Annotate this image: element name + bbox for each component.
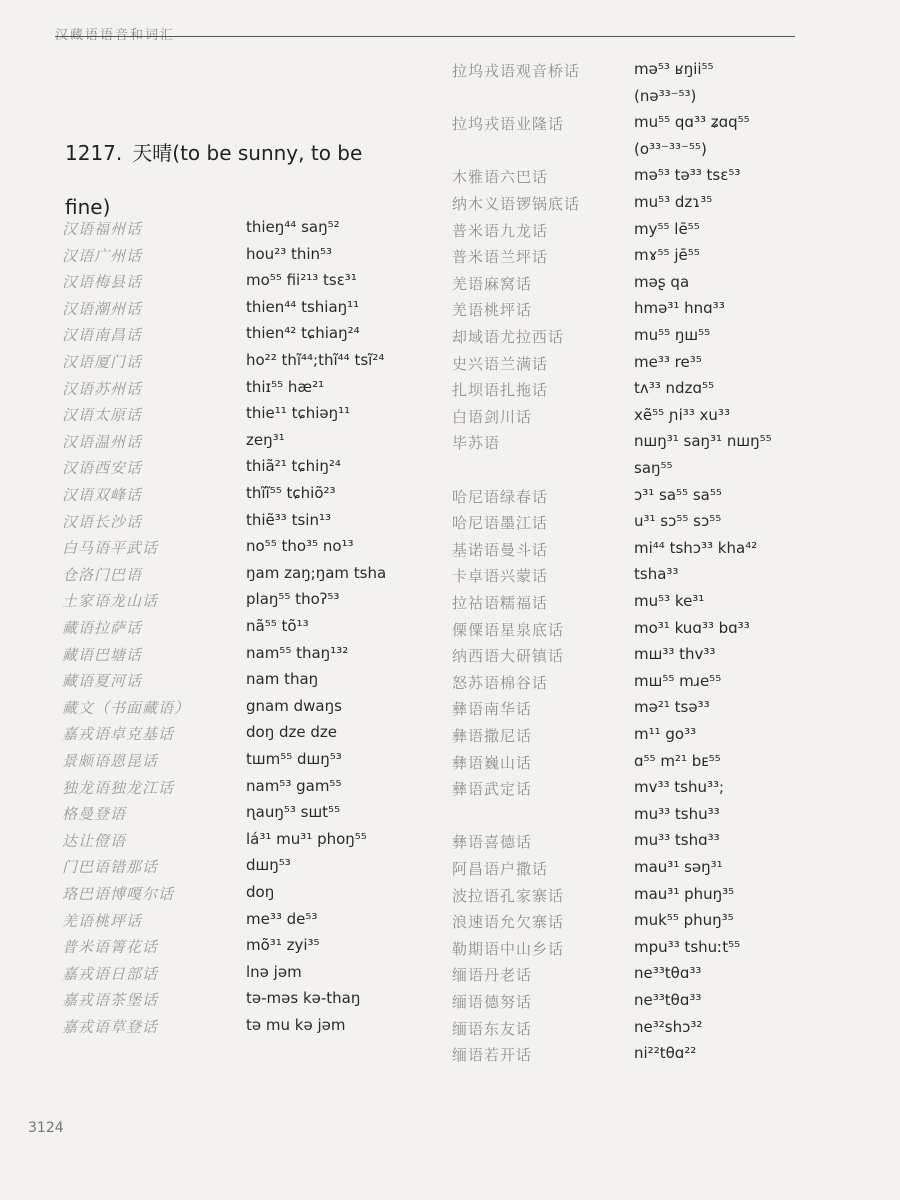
left-language-name: 珞巴语博嘎尔话 [62, 885, 175, 903]
right-language-name: 哈尼语绿春话 [452, 487, 549, 506]
left-language-name: 汉语梅县话 [62, 273, 143, 292]
left-word-form: thĩĩ⁵⁵ tɕhiõ²³ [246, 484, 336, 502]
left-word-form: thie¹¹ tɕhiəŋ¹¹ [246, 404, 351, 423]
right-word-form: mau³¹ phuŋ³⁵ [634, 884, 735, 903]
right-language-name: 扎坝语扎拖话 [452, 381, 549, 400]
left-word-form: nam⁵⁵ thaŋ¹³² [246, 643, 349, 662]
running-header: 汉藏语语音和词汇 [55, 28, 176, 43]
right-word-form: tʌ³³ ndzɑ⁵⁵ [634, 379, 715, 398]
right-language-name: 缅语若开话 [452, 1046, 533, 1065]
right-word-form: nшŋ³¹ saŋ³¹ nшŋ⁵⁵ [634, 432, 772, 451]
right-language-name: 羌语桃坪话 [452, 301, 533, 320]
right-word-form: xẽ⁵⁵ ɲi³³ xu³³ [634, 405, 730, 424]
right-word-form: hmə³¹ hnɑ³³ [634, 299, 725, 318]
left-word-form: ho²² thĩ⁴⁴;thĩ⁴⁴ tsĩ²⁴ [246, 351, 385, 369]
right-language-name: 傈僳语星泉底话 [452, 620, 565, 639]
left-language-name: 景颇语恩昆话 [62, 752, 159, 770]
left-language-name: 汉语潮州话 [62, 299, 143, 318]
right-language-name: 勒期语中山乡话 [452, 939, 565, 958]
right-word-form: ɔ³¹ sa⁵⁵ sa⁵⁵ [634, 485, 722, 504]
left-language-name: 土家语龙山话 [62, 592, 159, 611]
right-word-form: mu³³ tshu³³ [634, 804, 720, 823]
right-word-form: my⁵⁵ lē⁵⁵ [634, 219, 700, 238]
right-language-name: 羌语麻窝话 [452, 274, 533, 293]
right-word-form: tsha³³ [634, 565, 679, 584]
right-word-form: ne³³tθɑ³³ [634, 964, 702, 983]
right-word-form: ɑ⁵⁵ m²¹ bᴇ⁵⁵ [634, 751, 721, 770]
right-word-form: mə⁵³ ʁŋii⁵⁵ [634, 60, 714, 78]
right-word-form: m¹¹ go³³ [634, 725, 697, 743]
right-word-form: mɤ⁵⁵ jē⁵⁵ [634, 246, 700, 265]
left-language-name: 白马语平武话 [62, 539, 159, 558]
right-word-form: saŋ⁵⁵ [634, 459, 673, 477]
right-language-name: 木雅语六巴话 [452, 168, 549, 187]
right-language-name: 彝语巍山话 [452, 753, 533, 772]
right-word-form: mu⁵³ dzɿ³⁵ [634, 193, 713, 211]
left-language-name: 藏文（书面藏语） [62, 698, 191, 717]
left-language-name: 藏语拉萨话 [62, 619, 143, 637]
right-language-name: 毕苏语 [452, 434, 501, 453]
left-word-form: thiã²¹ tɕhiŋ²⁴ [246, 457, 341, 476]
right-word-form: ni²²tθɑ²² [634, 1044, 697, 1063]
right-word-form: mv³³ tshu³³; [634, 778, 725, 797]
right-language-name: 纳木义语锣锅底话 [452, 195, 581, 213]
right-word-form: u³¹ sɔ⁵⁵ sɔ⁵⁵ [634, 512, 722, 531]
right-language-name: 彝语喜德话 [452, 833, 533, 852]
left-language-name: 嘉戎语茶堡话 [62, 991, 159, 1010]
right-word-form: mo³¹ kuɑ³³ bɑ³³ [634, 618, 750, 637]
left-word-form: thiɪ⁵⁵ hæ²¹ [246, 377, 325, 396]
left-language-name: 羌语桃坪话 [62, 911, 143, 930]
left-word-form: thien⁴⁴ tshiaŋ¹¹ [246, 297, 360, 316]
right-language-name: 普米语九龙话 [452, 221, 549, 240]
right-language-name: 卡卓语兴蒙话 [452, 567, 549, 586]
left-word-form: me³³ de⁵³ [246, 909, 318, 928]
right-word-form: mə²¹ tsə³³ [634, 698, 710, 717]
right-language-name: 波拉语孔家寨话 [452, 886, 565, 905]
left-word-form: lá³¹ mu³¹ phoŋ⁵⁵ [246, 829, 367, 848]
page-number: 3124 [28, 1120, 64, 1136]
left-language-name: 汉语太原话 [62, 406, 143, 425]
right-word-form: mu⁵⁵ ŋш⁵⁵ [634, 326, 711, 344]
left-language-name: 汉语长沙话 [62, 512, 143, 531]
left-language-name: 汉语温州话 [62, 432, 143, 451]
right-word-form: mш⁵⁵ mɹe⁵⁵ [634, 671, 722, 690]
right-language-name: 彝语撒尼话 [452, 727, 533, 745]
left-language-name: 汉语双峰话 [62, 486, 143, 504]
right-language-name: 白语剑川话 [452, 407, 533, 426]
left-language-name: 独龙语独龙江话 [62, 778, 175, 797]
left-language-name: 汉语西安话 [62, 459, 143, 478]
left-word-form: mõ³¹ zyi³⁵ [246, 936, 320, 955]
left-word-form: doŋ dze dze [246, 723, 337, 742]
left-language-name: 汉语福州话 [62, 220, 143, 238]
right-word-form: mau³¹ səŋ³¹ [634, 858, 723, 876]
entry-title-text: 天晴(to be sunny, to be fine) [65, 141, 363, 219]
left-language-name: 达让僜语 [62, 831, 127, 850]
left-word-form: ŋam zaŋ;ŋam tsha [246, 563, 387, 582]
left-language-name: 嘉戎语日部话 [62, 964, 159, 983]
left-word-form: thien⁴² tɕhiaŋ²⁴ [246, 324, 360, 343]
right-word-form: mpu³³ tshuːt⁵⁵ [634, 937, 741, 956]
right-language-name: 缅语德努话 [452, 993, 533, 1011]
left-language-name: 嘉戎语卓克基话 [62, 725, 175, 744]
left-language-name: 藏语夏河话 [62, 672, 143, 691]
left-word-form: ɳauŋ⁵³ sшt⁵⁵ [246, 803, 341, 822]
right-word-form: mu⁵⁵ qɑ³³ ʑɑq⁵⁵ [634, 113, 750, 132]
left-word-form: tшm⁵⁵ dшŋ⁵³ [246, 750, 342, 768]
right-word-form: me³³ re³⁵ [634, 352, 702, 371]
header-rule [55, 36, 795, 37]
left-language-name: 汉语厦门话 [62, 353, 143, 371]
right-language-name: 纳西语大研镇话 [452, 647, 565, 666]
right-language-name: 拉祜语糯福话 [452, 594, 549, 612]
left-word-form: tə mu kə jəm [246, 1016, 346, 1034]
left-word-form: gnam dwaŋs [246, 696, 342, 715]
right-word-form: ne³³tθɑ³³ [634, 991, 702, 1009]
left-language-name: 汉语苏州话 [62, 379, 143, 398]
left-word-form: doŋ [246, 883, 275, 901]
right-language-name: 拉坞戎语观音桥话 [452, 62, 581, 80]
left-word-form: lnə jəm [246, 962, 302, 981]
right-language-name: 拉坞戎语业隆话 [452, 115, 565, 134]
right-word-form: (nə³³⁻⁵³) [634, 86, 697, 105]
right-word-form: məʂ qa [634, 272, 690, 291]
right-word-form: mə⁵³ tə³³ tsɛ⁵³ [634, 166, 741, 185]
right-language-name: 彝语武定话 [452, 780, 533, 799]
left-language-name: 汉语南昌话 [62, 326, 143, 345]
left-word-form: no⁵⁵ tho³⁵ no¹³ [246, 537, 354, 556]
right-word-form: ne³²shɔ³² [634, 1017, 703, 1036]
left-word-form: thieŋ⁴⁴ saŋ⁵² [246, 218, 340, 236]
left-word-form: nam thaŋ [246, 670, 319, 689]
left-word-form: tə-məs kə-thaŋ [246, 989, 361, 1008]
right-language-name: 浪速语允欠寨话 [452, 913, 565, 932]
right-word-form: mu⁵³ ke³¹ [634, 592, 705, 610]
right-language-name: 彝语南华话 [452, 700, 533, 719]
right-language-name: 基诺语曼斗话 [452, 540, 549, 559]
right-language-name: 怒苏语棉谷话 [452, 673, 549, 692]
left-language-name: 嘉戎语草登话 [62, 1018, 159, 1036]
left-language-name: 汉语广州话 [62, 246, 143, 265]
right-language-name: 阿昌语户撒话 [452, 860, 549, 878]
right-word-form: mu³³ tshɑ³³ [634, 831, 720, 850]
right-word-form: (o³³⁻³³⁻⁵⁵) [634, 139, 707, 158]
left-word-form: dшŋ⁵³ [246, 856, 291, 875]
right-word-form: mi⁴⁴ tshɔ³³ kha⁴² [634, 538, 758, 557]
left-language-name: 普米语箐花话 [62, 938, 159, 957]
right-language-name: 却域语尤拉西话 [452, 328, 565, 346]
left-word-form: nã⁵⁵ tõ¹³ [246, 617, 309, 635]
left-language-name: 门巴语错那话 [62, 858, 159, 877]
left-word-form: nam⁵³ gam⁵⁵ [246, 776, 342, 795]
right-language-name: 哈尼语墨江话 [452, 514, 549, 533]
right-language-name: 缅语东友话 [452, 1019, 533, 1038]
right-word-form: muk⁵⁵ phuŋ³⁵ [634, 911, 734, 930]
right-language-name: 史兴语兰满话 [452, 354, 549, 373]
left-word-form: zeŋ³¹ [246, 430, 285, 449]
left-language-name: 藏语巴塘话 [62, 645, 143, 664]
left-word-form: mo⁵⁵ fii²¹³ tsɛ³¹ [246, 271, 357, 290]
left-word-form: thiẽ³³ tsin¹³ [246, 510, 331, 529]
left-language-name: 格曼登语 [62, 805, 127, 824]
entry-number: 1217. [65, 141, 123, 165]
right-word-form: mш³³ thv³³ [634, 645, 716, 664]
left-word-form: plaŋ⁵⁵ thoʔ⁵³ [246, 590, 340, 609]
right-language-name: 缅语丹老话 [452, 966, 533, 985]
left-language-name: 仓洛门巴语 [62, 565, 143, 584]
right-language-name: 普米语兰坪话 [452, 248, 549, 267]
left-word-form: hou²³ thin⁵³ [246, 244, 333, 263]
